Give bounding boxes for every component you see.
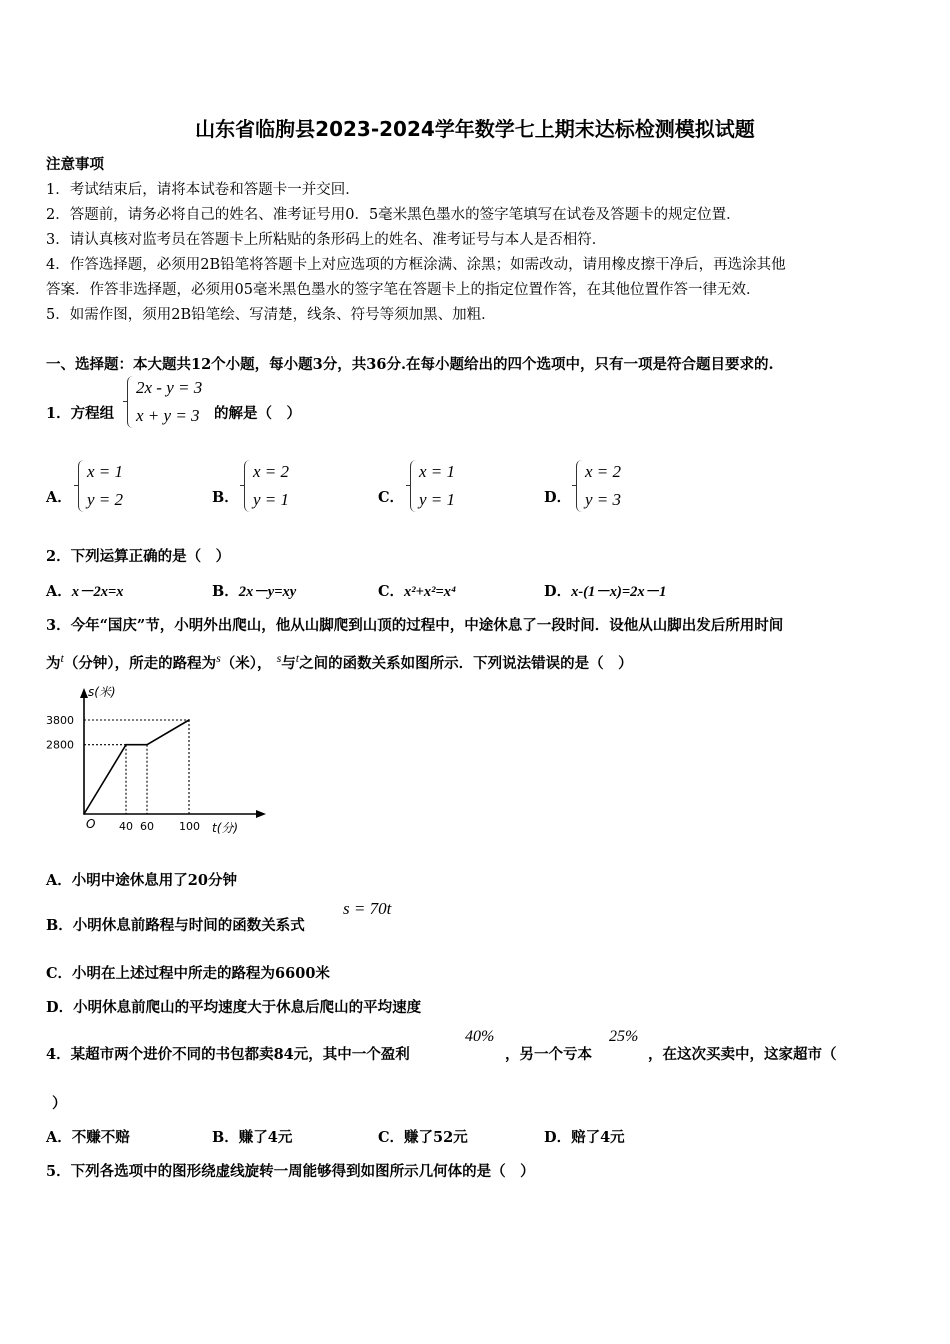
y-tick-label-3800: 3800 (46, 714, 74, 727)
q3-option-a (46, 869, 237, 890)
section-heading: 一、选择题：本大题共12个小题，每小题3分，共36分.在每小题给出的四个选项中，只有一项是符合题目要求的. (46, 356, 774, 373)
q2-option-c-label: C． (378, 583, 405, 600)
q4-part1: 4．某超市两个进价不同的书包都卖84元，其中一个盈利 (46, 1046, 410, 1063)
q3-option-c-text: 小明在上述过程中所走的路程为6600米 (72, 965, 330, 982)
x-axis-arrow (256, 810, 266, 818)
q1-option-a (78, 458, 148, 518)
q4-option-c-label: C． (378, 1129, 405, 1146)
distance-time-graph (44, 680, 274, 842)
q3-option-c (46, 962, 330, 983)
data-point (146, 744, 148, 746)
y-axis-label: s(米) (88, 685, 116, 699)
data-point (188, 719, 190, 721)
q2-option-a (46, 580, 124, 601)
q2-option-d-text: x-(1－x)=2x－1 (571, 584, 667, 600)
q4-pct1: 40% (465, 1028, 495, 1045)
q4-pct2: 25% (609, 1028, 639, 1045)
q1-option-b-eq2: y = 1 (253, 490, 290, 509)
data-point (83, 813, 85, 815)
q4-option-c (378, 1126, 468, 1147)
q4-option-a-text: 不赚不赔 (71, 1129, 130, 1146)
q4-option-c-text: 赚了52元 (404, 1129, 468, 1146)
q1-option-d-eq2: y = 3 (585, 490, 622, 509)
x-tick-label-100: 100 (179, 820, 200, 833)
q4-option-b-text: 赚了4元 (238, 1129, 293, 1146)
q4-option-b (212, 1126, 292, 1147)
notice-heading: 注意事项 (46, 156, 104, 173)
q3-option-b-label: B． (46, 917, 73, 934)
q2-option-c-text: x²+x²=x⁴ (404, 584, 457, 600)
q1-option-d (576, 458, 646, 518)
q2-option-a-text: x－2x=x (71, 584, 124, 600)
q1-option-b-label: B． (212, 489, 239, 506)
q2-option-d-label: D． (544, 583, 572, 600)
y-axis-arrow (80, 688, 88, 698)
q3-line2-b: （分钟），所走的路程为 (63, 654, 217, 672)
q2-option-a-label: A． (46, 583, 72, 600)
q1-option-d-eq1: x = 2 (585, 462, 622, 481)
q1-option-b (244, 458, 314, 518)
notice-item: 5．如需作图，须用2B铅笔绘、写清楚，线条、符号等须加黑、加粗． (46, 307, 496, 323)
notice-item: 3．请认真核对监考员在答题卡上所粘贴的条形码上的姓名、准考证号与本人是否相符． (46, 232, 607, 248)
q3-option-d-text: 小明休息前爬山的平均速度大于休息后爬山的平均速度 (73, 999, 422, 1016)
q3-option-b (46, 914, 305, 935)
notice-item: 2．答题前，请务必将自己的姓名、准考证号用0．5毫米黑色墨水的签字笔填写在试卷及答题卡的规定位置． (46, 207, 741, 223)
page-title: 山东省临朐县2023-2024学年数学七上期末达标检测模拟试题 (195, 117, 755, 141)
q3-line2-a: 为 (46, 654, 61, 672)
q1-option-a-label: A． (46, 489, 72, 506)
q4-option-a-label: A． (46, 1129, 72, 1146)
q1-option-d-label: D． (544, 489, 572, 506)
notice-item: 4．作答选择题，必须用2B铅笔将答题卡上对应选项的方框涂满、涂黑；如需改动，请用橡皮擦干净后，再选涂其他 (46, 257, 786, 273)
x-axis-label: t(分) (212, 821, 239, 835)
q5-stem: 5．下列各选项中的图形绕虚线旋转一周能够得到如图所示几何体的是（ ） (46, 1163, 535, 1180)
x-tick-label-60: 60 (140, 820, 154, 833)
q1-option-a-eq1: x = 1 (87, 462, 124, 481)
var-s: s (276, 651, 282, 665)
q1-equation-system (127, 374, 217, 434)
series-line (84, 720, 189, 814)
q1-option-b-eq1: x = 2 (253, 462, 290, 481)
q4-option-b-label: B． (212, 1129, 239, 1146)
q3-option-a-text: 小明中途休息用了20分钟 (71, 872, 237, 889)
notice-item: 答案．作答非选择题，必须用05毫米黑色墨水的签字笔在答题卡上的指定位置作答，在其他位置作答一律无效． (46, 282, 761, 298)
q4-part4: ） (52, 1095, 67, 1112)
q1-eq1: 2x - y = 3 (136, 378, 203, 397)
q1-option-c (410, 458, 480, 518)
q1-suffix: 的解是（ ） (214, 405, 301, 422)
q3-line2 (46, 651, 633, 673)
q2-option-b-label: B． (212, 583, 239, 600)
q4-option-d (544, 1126, 625, 1147)
q2-option-d (544, 580, 666, 601)
q3-line2-d: 与 (281, 654, 296, 672)
q4-part3: ，在这次买卖中，这家超市（ (648, 1046, 837, 1063)
var-s: s (216, 651, 221, 665)
var-t: t (60, 651, 64, 665)
notice-item: 1．考试结束后，请将本试卷和答题卡一并交回． (46, 182, 360, 198)
q3-line2-c: （米）， (220, 654, 272, 672)
origin-label: O (86, 817, 96, 831)
q1-option-c-eq1: x = 1 (419, 462, 456, 481)
q3-option-d-label: D． (46, 999, 74, 1016)
q3-line2-e: 之间的函数关系如图所示．下列说法错误的是（ ） (299, 654, 633, 672)
q1-option-a-eq2: y = 2 (87, 490, 124, 509)
q2-stem: 2．下列运算正确的是（ ） (46, 548, 231, 565)
q4-option-d-label: D． (544, 1129, 572, 1146)
q1-option-c-label: C． (378, 489, 405, 506)
q3-line1: 3．今年“国庆”节，小明外出爬山，他从山脚爬到山顶的过程中，中途休息了一段时间．设他从山脚出发后所用时间 (46, 617, 784, 634)
q3-option-d (46, 996, 421, 1017)
data-point (125, 744, 127, 746)
var-t: t (295, 651, 300, 665)
q1-eq2: x + y = 3 (136, 406, 200, 425)
q2-option-b-text: 2x－y=xy (238, 584, 297, 600)
q3-option-b-math: s = 70t (343, 899, 392, 918)
y-tick-label-2800: 2800 (46, 738, 74, 752)
q3-option-c-label: C． (46, 965, 73, 982)
q1-option-c-eq2: y = 1 (419, 490, 456, 509)
q4-option-d-text: 赔了4元 (571, 1129, 625, 1146)
q1-prefix: 1．方程组 (46, 405, 115, 422)
q2-option-c (378, 580, 456, 601)
q3-option-a-label: A． (46, 872, 72, 889)
q2-option-b (212, 580, 296, 601)
x-tick-label-40: 40 (119, 820, 133, 833)
q4-option-a (46, 1126, 130, 1147)
q4-part2: ，另一个亏本 (505, 1046, 592, 1063)
q3-option-b-text: 小明休息前路程与时间的函数关系式 (72, 917, 305, 934)
